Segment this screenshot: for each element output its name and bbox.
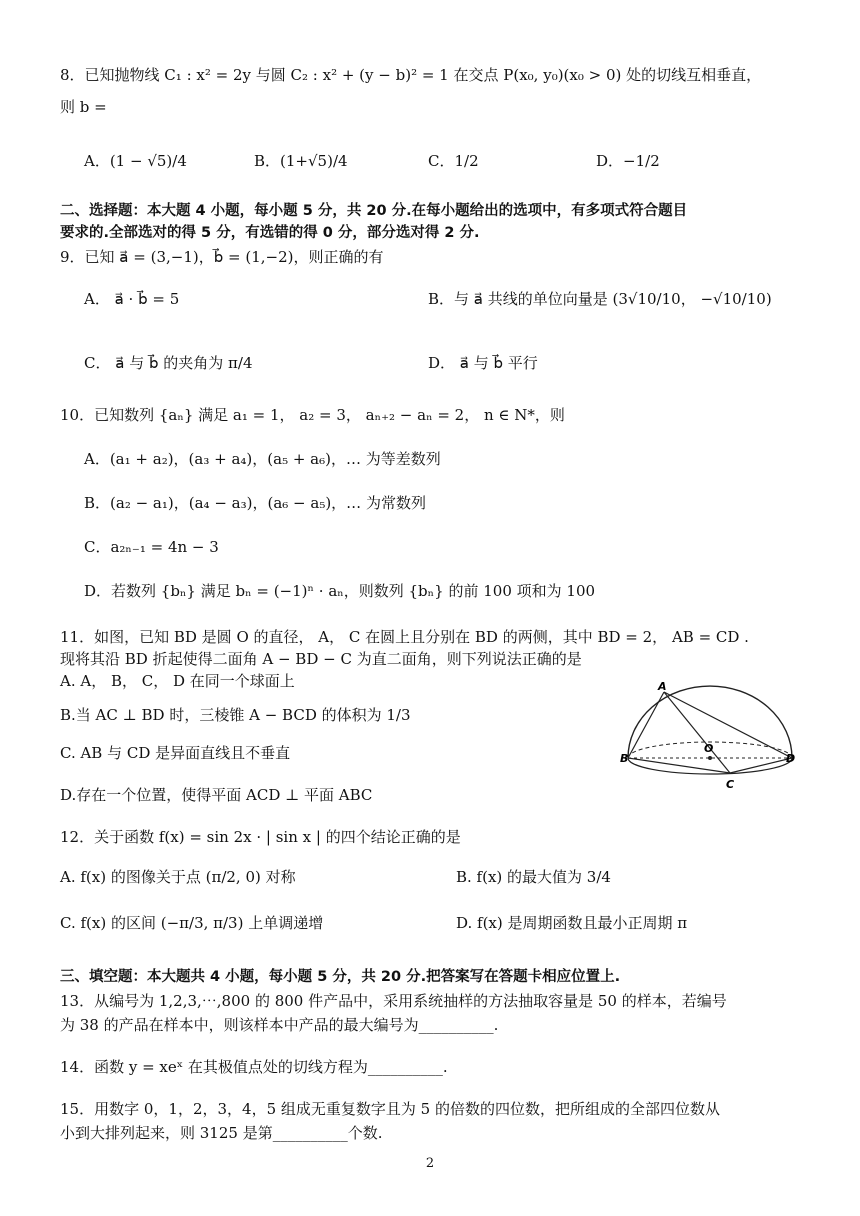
q8-option-c: C．1/2 — [428, 152, 479, 170]
q10-option-a: A．(a₁ + a₂)，(a₃ + a₄)，(a₅ + a₆)，… 为等差数列 — [84, 450, 441, 468]
label-c: C — [726, 778, 735, 791]
hemisphere-diagram — [620, 680, 800, 800]
q10-stem: 10．已知数列 {aₙ} 满足 a₁ = 1， a₂ = 3， aₙ₊₂ − aₙ = 2， n ∈ N*，则 — [60, 406, 565, 424]
edge-ad — [664, 692, 792, 758]
q8-option-a: A．(1 − √5)/4 — [84, 152, 187, 170]
q11-figure — [620, 680, 800, 800]
q11-option-d: D.存在一个位置，使得平面 ACD ⊥ 平面 ABC — [60, 786, 373, 804]
section2-heading-line1: 二、选择题：本大题 4 小题，每小题 5 分，共 20 分.在每小题给出的选项中，有多项式符合题目 — [60, 203, 688, 219]
q12-option-b: B. f(x) 的最大值为 3/4 — [456, 868, 611, 886]
q11-stem-line1: 11．如图，已知 BD 是圆 O 的直径， A， C 在圆上且分别在 BD 的两侧，其中 BD = 2， AB = CD . — [60, 628, 749, 646]
center-point-o — [708, 756, 712, 760]
section2-heading-line2: 要求的.全部选对的得 5 分，有选错的得 0 分，部分选对得 2 分. — [60, 225, 480, 241]
q11-option-c: C. AB 与 CD 是异面直线且不垂直 — [60, 744, 291, 762]
label-a: A — [658, 680, 667, 693]
q9-option-d: D． a⃗ 与 b⃗ 平行 — [428, 354, 538, 372]
q10-option-b: B．(a₂ − a₁)，(a₄ − a₃)，(a₆ − a₅)，… 为常数列 — [84, 494, 426, 512]
q14-line1: 14．函数 y = xeˣ 在其极值点处的切线方程为__________. — [60, 1058, 448, 1076]
q8-option-d: D．−1/2 — [596, 152, 660, 170]
q10-option-d: D．若数列 {bₙ} 满足 bₙ = (−1)ⁿ · aₙ，则数列 {bₙ} 的前 100 项和为 100 — [84, 582, 596, 600]
q8-stem-line1: 8．已知抛物线 C₁ : x² = 2y 与圆 C₂ : x² + (y − b)² = 1 在交点 P(x₀, y₀)(x₀ > 0) 处的切线互相垂直， — [60, 66, 762, 84]
q9-option-b: B．与 a⃗ 共线的单位向量是 (3√10/10， −√10/10) — [428, 290, 772, 308]
q11-option-a: A. A， B， C， D 在同一个球面上 — [60, 672, 295, 690]
q8-option-b: B．(1+√5)/4 — [254, 152, 348, 170]
label-b: B — [620, 752, 629, 765]
q12-option-c: C. f(x) 的区间 (−π/3, π/3) 上单调递增 — [60, 914, 324, 932]
q13-line1: 13．从编号为 1,2,3,⋯,800 的 800 件产品中，采用系统抽样的方法抽取容量是 50 的样本，若编号 — [60, 992, 727, 1010]
q12-option-d: D. f(x) 是周期函数且最小正周期 π — [456, 914, 688, 932]
section3-heading: 三、填空题：本大题共 4 小题，每小题 5 分，共 20 分.把答案写在答题卡相应位置上. — [60, 969, 621, 985]
label-d: D — [786, 752, 796, 765]
q9-option-a: A． a⃗ · b⃗ = 5 — [84, 290, 180, 308]
q12-stem: 12．关于函数 f(x) = sin 2x · | sin x | 的四个结论正确的是 — [60, 828, 461, 846]
page-number: 2 — [425, 1156, 435, 1171]
label-o: O — [704, 742, 714, 755]
equator-front — [628, 758, 792, 774]
q11-option-b: B.当 AC ⊥ BD 时，三棱锥 A − BCD 的体积为 1/3 — [60, 706, 411, 724]
edge-bc — [628, 758, 730, 773]
edge-ac — [664, 692, 730, 773]
q15-line2: 小到大排列起来，则 3125 是第__________个数. — [60, 1124, 383, 1142]
q10-option-c: C．a₂ₙ₋₁ = 4n − 3 — [84, 538, 219, 556]
q13-line2: 为 38 的产品在样本中，则该样本中产品的最大编号为__________. — [60, 1016, 499, 1034]
q9-option-c: C． a⃗ 与 b⃗ 的夹角为 π/4 — [84, 354, 253, 372]
q12-option-a: A. f(x) 的图像关于点 (π/2, 0) 对称 — [60, 868, 296, 886]
q11-stem-line2: 现将其沿 BD 折起使得二面角 A − BD − C 为直二面角，则下列说法正确的是 — [60, 650, 582, 668]
q9-stem: 9．已知 a⃗ = (3,−1)，b⃗ = (1,−2)，则正确的有 — [60, 248, 384, 266]
q8-stem-line2: 则 b = — [60, 98, 107, 116]
q15-line1: 15．用数字 0，1，2，3，4，5 组成无重复数字且为 5 的倍数的四位数，把所组成的全部四位数从 — [60, 1100, 720, 1118]
